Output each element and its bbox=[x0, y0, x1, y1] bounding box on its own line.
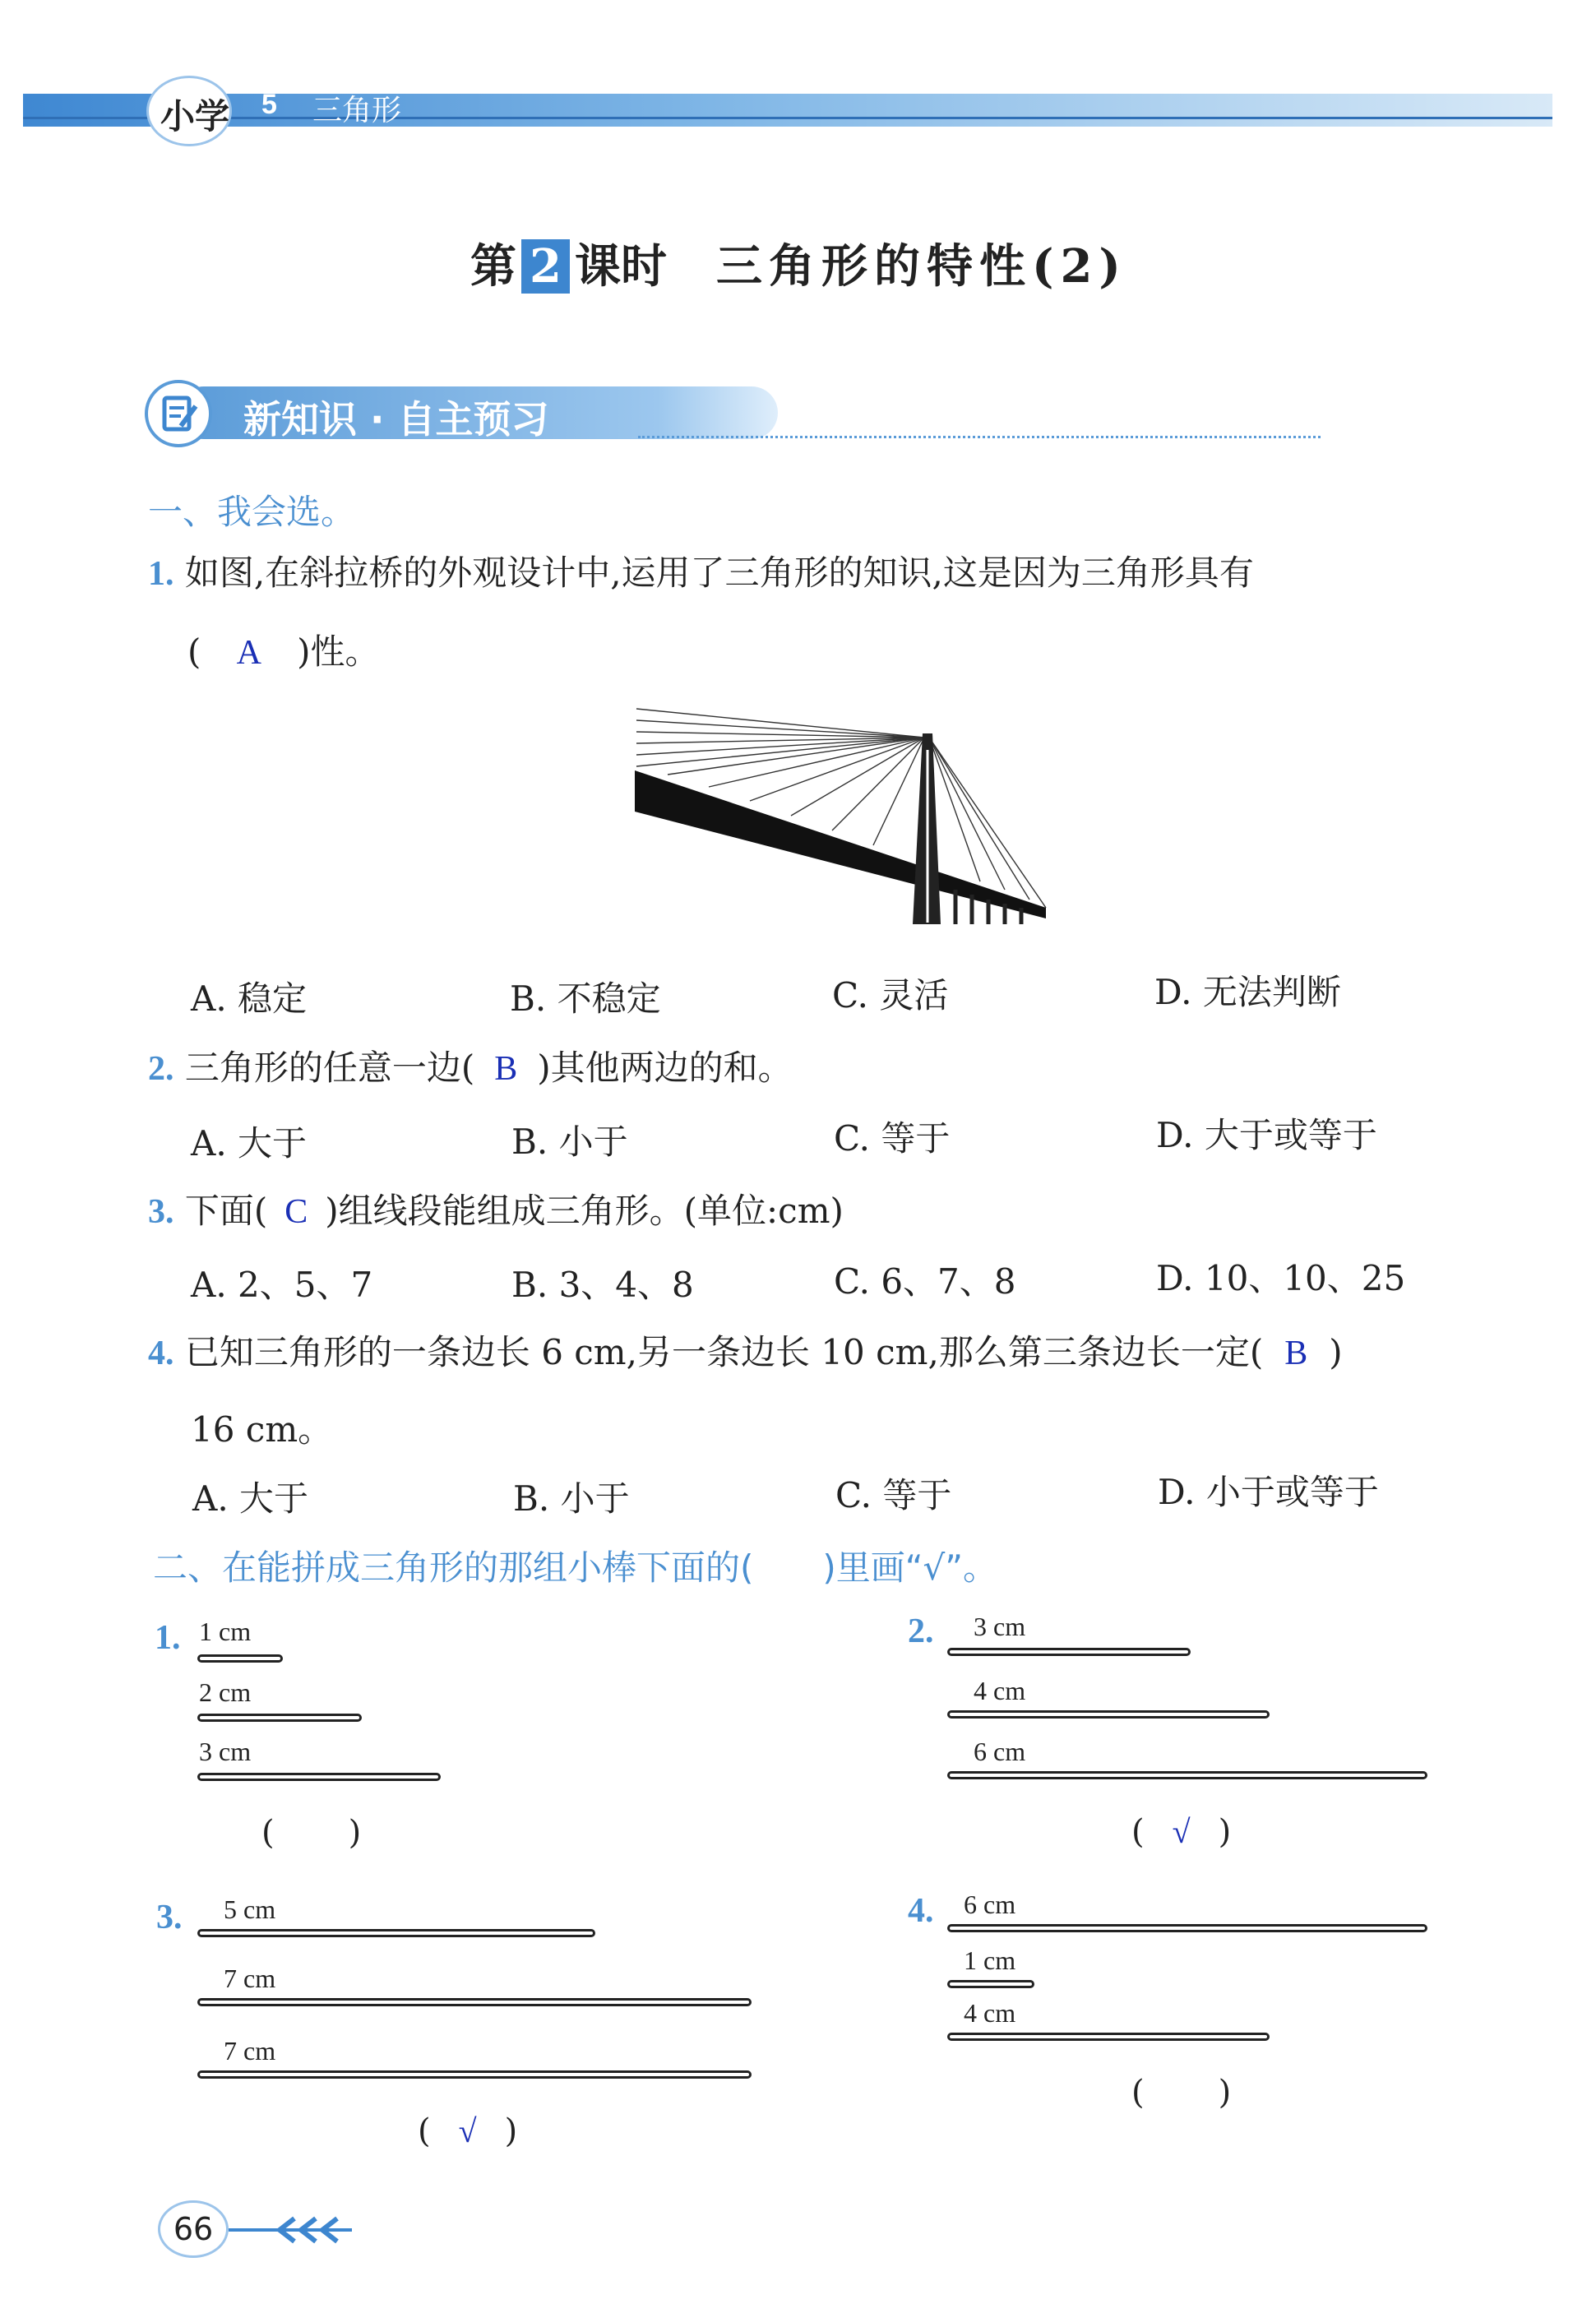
group4-stick2 bbox=[947, 1980, 1034, 1988]
header-band bbox=[23, 89, 1552, 132]
q4-text-after: ) bbox=[1329, 1332, 1343, 1372]
q4-option-d: D. 小于或等于 bbox=[1158, 1472, 1379, 1512]
q4 bbox=[148, 1325, 1343, 1375]
q1-answer: A bbox=[236, 634, 261, 672]
section-banner-text: 新知识 · 自主预习 bbox=[243, 397, 549, 442]
group3-answer: √ bbox=[458, 2112, 477, 2149]
group2-stick2 bbox=[947, 1710, 1270, 1719]
q4-number: 4. bbox=[148, 1335, 174, 1372]
q1-option-d: D. 无法判断 bbox=[1154, 972, 1341, 1012]
group1-stick2-label: 2 cm bbox=[199, 1677, 252, 1707]
group3-stick2-label: 7 cm bbox=[224, 1964, 276, 1993]
group4-stick2-label: 1 cm bbox=[964, 1945, 1016, 1975]
q4-line2: 16 cm。 bbox=[191, 1409, 333, 1450]
q1-text: 如图,在斜拉桥的外观设计中,运用了三角形的知识,这是因为三角形具有 bbox=[184, 553, 1254, 593]
part1-heading: 一、我会选。 bbox=[148, 492, 356, 532]
group2-answer: √ bbox=[1172, 1813, 1191, 1850]
pencil-note-icon bbox=[145, 380, 212, 447]
page-number: 66 bbox=[173, 2211, 214, 2247]
group3-answer-paren: ( √ ) bbox=[418, 2112, 518, 2150]
banner-dotted-rule bbox=[638, 436, 1321, 438]
q3 bbox=[148, 1184, 844, 1233]
q4-option-c: C. 等于 bbox=[835, 1475, 952, 1515]
group2-stick3 bbox=[947, 1771, 1427, 1779]
group4-number: 4. bbox=[908, 1892, 934, 1930]
q2-option-b: B. 小于 bbox=[511, 1122, 628, 1162]
q3-option-d: D. 10、10、25 bbox=[1156, 1258, 1406, 1298]
group4-stick1-label: 6 cm bbox=[964, 1890, 1016, 1919]
q2-option-c: C. 等于 bbox=[834, 1118, 951, 1159]
q3-option-a: A. 2、5、7 bbox=[191, 1265, 373, 1305]
group1-stick3-label: 3 cm bbox=[199, 1737, 252, 1766]
q2-text-before: 三角形的任意一边( bbox=[184, 1048, 475, 1088]
lesson-title bbox=[470, 230, 1127, 296]
group1-answer-paren: ( ) bbox=[261, 1814, 362, 1852]
q2 bbox=[148, 1041, 793, 1090]
q1-blank-open: ( bbox=[187, 631, 201, 672]
group2-answer-paren: ( √ ) bbox=[1131, 1813, 1232, 1851]
group3-stick1 bbox=[197, 1929, 595, 1937]
group2-number: 2. bbox=[908, 1612, 934, 1650]
subject-badge bbox=[146, 76, 232, 146]
q1-blank-close: )性。 bbox=[297, 631, 380, 672]
q1-option-b: B. 不稳定 bbox=[510, 978, 661, 1019]
q4-text-before: 已知三角形的一条边长 6 cm,另一条边长 10 cm,那么第三条边长一定( bbox=[184, 1332, 1264, 1372]
q3-text-before: 下面( bbox=[184, 1191, 268, 1231]
group3-stick1-label: 5 cm bbox=[224, 1894, 276, 1924]
group2-stick2-label: 4 cm bbox=[974, 1676, 1026, 1705]
group3-stick3 bbox=[197, 2070, 752, 2079]
group3-number: 3. bbox=[156, 1899, 183, 1936]
q3-option-b: B. 3、4、8 bbox=[511, 1265, 694, 1305]
group4-answer-paren: ( ) bbox=[1131, 2074, 1232, 2112]
q1-number: 1. bbox=[148, 555, 174, 593]
q2-option-a: A. 大于 bbox=[191, 1123, 308, 1163]
lesson-number-badge: 2 bbox=[521, 239, 570, 294]
cable-stayed-bridge-illustration bbox=[635, 692, 1054, 931]
q4-option-b: B. 小于 bbox=[513, 1478, 630, 1519]
page-number-circle bbox=[158, 2200, 229, 2258]
q1-option-c: C. 灵活 bbox=[832, 975, 949, 1015]
lesson-title-name: 三角形的特性(2) bbox=[715, 239, 1127, 294]
q2-number: 2. bbox=[148, 1050, 174, 1088]
group3-stick3-label: 7 cm bbox=[224, 2036, 276, 2066]
subject-badge-text: 小学 bbox=[160, 96, 230, 136]
group1-stick2 bbox=[197, 1714, 362, 1722]
group3-stick2 bbox=[197, 1998, 752, 2006]
chapter-title: 三角形 bbox=[312, 94, 402, 127]
group1-stick1 bbox=[197, 1654, 283, 1663]
q3-option-c: C. 6、7、8 bbox=[834, 1261, 1016, 1302]
group4-stick3-label: 4 cm bbox=[964, 1998, 1016, 2028]
q1 bbox=[148, 546, 1254, 595]
part2-heading: 二、在能拼成三角形的那组小棒下面的( )里画“√”。 bbox=[153, 1547, 998, 1588]
q2-option-d: D. 大于或等于 bbox=[1156, 1115, 1377, 1155]
q3-text-after: )组线段能组成三角形。(单位:cm) bbox=[325, 1191, 844, 1231]
q3-answer: C bbox=[285, 1193, 308, 1231]
chevrons-icon bbox=[229, 2215, 352, 2245]
q4-option-a: A. 大于 bbox=[192, 1478, 309, 1519]
q1-option-a: A. 稳定 bbox=[191, 978, 308, 1019]
q2-answer: B bbox=[494, 1050, 518, 1088]
q4-answer: B bbox=[1284, 1335, 1308, 1372]
section-banner bbox=[145, 380, 638, 447]
group2-stick1 bbox=[947, 1648, 1191, 1656]
group2-stick3-label: 6 cm bbox=[974, 1737, 1026, 1766]
q3-number: 3. bbox=[148, 1193, 174, 1231]
group1-stick1-label: 1 cm bbox=[199, 1617, 252, 1646]
q1-blank-line bbox=[187, 625, 380, 674]
lesson-title-prefix: 第 bbox=[470, 239, 516, 294]
lesson-title-mid: 课时 bbox=[574, 239, 667, 294]
chapter-number: 5 bbox=[261, 89, 277, 120]
q2-text-after: )其他两边的和。 bbox=[537, 1048, 793, 1088]
group4-stick3 bbox=[947, 2033, 1270, 2041]
group1-stick3 bbox=[197, 1773, 441, 1781]
group2-stick1-label: 3 cm bbox=[974, 1612, 1026, 1641]
group1-number: 1. bbox=[155, 1619, 181, 1657]
group4-stick1 bbox=[947, 1924, 1427, 1932]
